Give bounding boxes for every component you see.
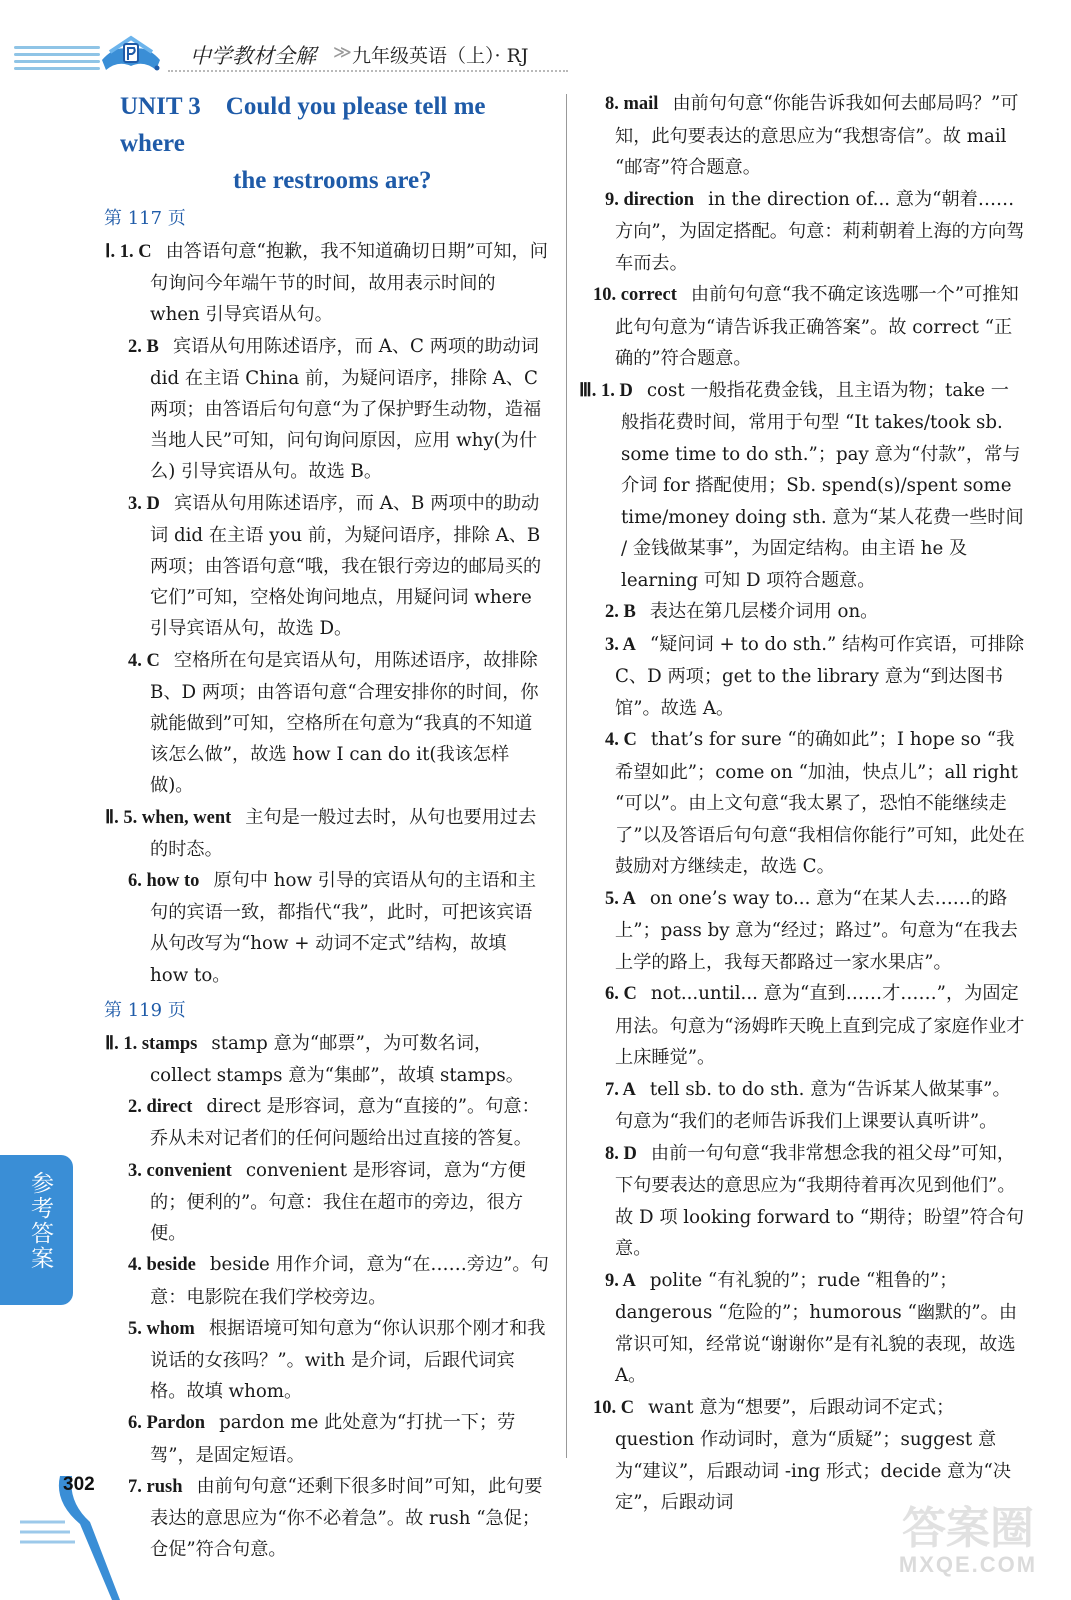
answer-item: Ⅱ. 5. when, went 主句是一般过去时，从句也要用过去的时态。	[105, 806, 537, 860]
side-tab-label: 参考答案	[27, 1171, 53, 1271]
answer-item: 2. direct direct 是形容词，意为“直接的”。句意：乔从未对记者们的任何问题给出过直接的答复。	[128, 1096, 540, 1150]
answer-item: 10. C want 意为“想要”，后跟动词不定式；question 作动词时，意为“质疑”；suggest 意为“建议”，后跟动词 -ing 形式；decide 意为“决定”，后跟动词	[593, 1396, 1011, 1513]
answer-item: 3. D 宾语从句用陈述语序，而 A、B 两项中的助动词 did 在主语 you 前，为疑问语序，排除 A、B 两项；由答语句意“哦，我在银行旁边的邮局买的它们”可知，空格处询问地点，用疑问词 where 引导宾语从句，故选 D。	[128, 492, 542, 640]
book-title: 九年级英语（上）· RJ	[352, 45, 529, 67]
answer-item: 2. B 表达在第几层楼介词用 on。	[605, 601, 879, 622]
answer-item: 8. D 由前一句句意“我非常想念我的祖父母”可知，下句要表达的意思应为“我期待着再次见到他们”。故 D 项 looking forward to “期待；盼望”符合句意。	[605, 1142, 1025, 1259]
book-logo-icon	[96, 30, 166, 76]
answer-item: 3. convenient convenient 是形容词，意为“方便的；便利的”。句意：我住在超市的旁边，很方便。	[128, 1159, 526, 1245]
answer-item: 6. C not...until... 意为“直到……才……”，为固定用法。句意为“汤姆昨天晚上直到完成了家庭作业才上床睡觉”。	[605, 983, 1025, 1068]
site-watermark	[878, 1488, 1058, 1598]
page-header	[0, 0, 1071, 84]
answer-item: 3. A “疑问词 + to do sth.” 结构可作宾语，可排除 C、D 两项；get to the library 意为“到达图书馆”。故选 A。	[605, 633, 1025, 719]
answer-item: 2. B 宾语从句用陈述语序，而 A、C 两项的助动词 did 在主语 China 前，为疑问语序，排除 A、C 两项；由答语后句句意“为了保护野生动物，造福当地人民”可知，问句询问原因，应用 why(为什么) 引导宾语从句。故选 B。	[128, 335, 542, 483]
answer-item: Ⅰ. 1. C 由答语句意“抱歉，我不知道确切日期”可知，问句询问今年端午节的时间，故用表示时间的 when 引导宾语从句。	[105, 241, 548, 326]
unit-title-line-1: UNIT 3 Could you please tell me where	[120, 93, 486, 157]
series-title: 中学教材全解	[190, 44, 316, 68]
watermark-url: MXQE.COM	[898, 1552, 1038, 1577]
column-divider	[566, 94, 567, 1458]
answer-item: 9. A polite “有礼貌的”；rude “粗鲁的”；dangerous “危险的”；humorous “幽默的”。由常识可知，经常说“谢谢你”是有礼貌的表现，故选 A。	[605, 1269, 1018, 1386]
answer-item: 7. A tell sb. to do sth. 意为“告诉某人做某事”。句意为“我们的老师告诉我们上课要认真听讲”。	[605, 1078, 1011, 1132]
answer-item: 4. beside beside 用作介词，意为“在……旁边”。句意：电影院在我们学校旁边。	[128, 1254, 549, 1308]
answer-item: 6. Pardon pardon me 此处意为“打扰一下；劳驾”，是固定短语。	[128, 1412, 516, 1466]
answer-item: Ⅲ. 1. D cost 一般指花费金钱，且主语为物；take 一般指花费时间，常用于句型 “It takes/took sb. some time to do sth.”；pay 意为“付款”，常与介词 for 搭配使用；Sb. spend(s)/spent some time/money doing sth. 意为“某人花费一些时间 / 金钱做某事”，为固定结构。由主语 he 及 learning 可知 D 项符合题意。	[579, 379, 1024, 591]
answer-item: 8. mail 由前句句意“你能告诉我如何去邮局吗？”可知，此句要表达的意思应为“我想寄信”。故 mail “邮寄”符合题意。	[605, 93, 1019, 178]
answer-item: 4. C that’s for sure “的确如此”；I hope so “我希望如此”；come on “加油，快点儿”；all right “可以”。由上文句意“我太累了，恐怕不能继续走了”以及答语后句句意“我相信你能行”可知，此处在鼓励对方继续走，故选 C。	[605, 729, 1025, 877]
answer-item: 4. C 空格所在句是宾语从句，用陈述语序，故排除 B、D 两项；由答语句意“合理安排你的时间，你就能做到”可知，空格所在句意为“我真的不知道该怎么做”，故选 how I can do it(我该怎样做)。	[128, 649, 539, 797]
section-side-tab	[0, 1155, 73, 1305]
page-ref-117: 第 117 页	[104, 208, 186, 229]
left-column	[98, 88, 550, 1565]
page-number: 302	[63, 1474, 95, 1495]
right-column	[579, 88, 1025, 1519]
header-arrow: ≫	[333, 42, 352, 63]
answer-item: 7. rush 由前句句意“还剩下很多时间”可知，此句要表达的意思应为“你不必着急”。故 rush “急促；仓促”符合句意。	[128, 1475, 543, 1561]
unit-title	[98, 88, 550, 199]
answer-item: 5. A on one’s way to... 意为“在某人去……的路上”；pass by 意为“经过；路过”。句意为“在我去上学的路上，我每天都路过一家水果店”。	[605, 887, 1018, 973]
watermark-cn: 答案圈	[902, 1503, 1034, 1554]
header-decoration-stripes	[14, 46, 100, 76]
answer-item: Ⅱ. 1. stamps stamp 意为“邮票”，为可数名词，collect stamps 意为“集邮”，故填 stamps。	[105, 1032, 524, 1087]
answer-item: 5. whom 根据语境可知句意为“你认识那个刚才和我说话的女孩吗？”。with 是介词，后跟代词宾格。故填 whom。	[128, 1317, 546, 1403]
answer-item: 6. how to 原句中 how 引导的宾语从句的主语和主句的宾语一致，都指代“我”，此时，可把该宾语从句改写为“how + 动词不定式”结构，故填 how to。	[128, 870, 537, 986]
header-dotted-rule	[168, 70, 568, 72]
page-ref-119: 第 119 页	[104, 999, 186, 1021]
unit-title-line-2: the restrooms are?	[233, 167, 432, 194]
answer-item: 10. correct 由前句句意“我不确定该选哪一个”可推知此句句意为“请告诉我正确答案”。故 correct “正确的”符合题意。	[593, 284, 1019, 369]
answer-item: 9. direction in the direction of... 意为“朝着……方向”，为固定搭配。句意：莉莉朝着上海的方向驾车而去。	[605, 188, 1025, 274]
